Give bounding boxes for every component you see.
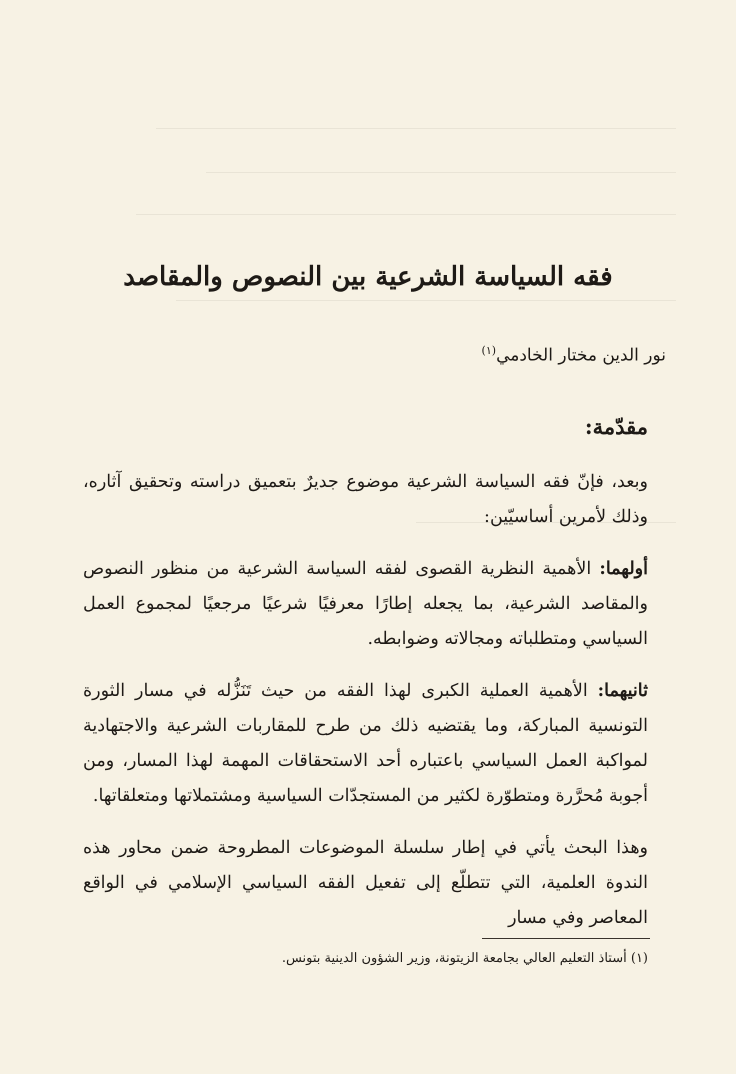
paragraph <box>83 674 648 814</box>
section-heading: مقدّمة: <box>584 414 648 439</box>
footnote: (١) أستاذ التعليم العالي بجامعة الزيتونة، وزير الشؤون الدينية بتونس. <box>281 951 648 966</box>
author-line <box>482 344 666 366</box>
footnote-marker: (١) <box>481 344 497 357</box>
body-text <box>83 465 648 953</box>
paragraph-lead: أولهما: <box>599 559 648 579</box>
paragraph-text: الأهمية العملية الكبرى لهذا الفقه من حيث تَنَزُّله في مسار الثورة التونسية المباركة، وما يقتضيه ذلك من طرح للمقاربات الشرعية والاجتهادية لمواكبة العمل السياسي باعتباره أحد الاستحقاقات المهمة لهذا المسار، ومن أجوبة مُحرَّرة ومتطوّرة لكثير من المستجدّات السياسية ومشتملاتها ومتعلقاتها. <box>83 681 648 806</box>
paragraph-text: الأهمية النظرية القصوى لفقه السياسة الشرعية من منظور النصوص والمقاصد الشرعية، بما يجعله إطارًا معرفيًا شرعيًا مرجعيًا لمجموع العمل السياسي ومتطلباته ومجالاته وضوابطه. <box>83 559 648 649</box>
paragraph-text: وهذا البحث يأتي في إطار سلسلة الموضوعات المطروحة ضمن محاور هذه الندوة العلمية، التي تتطلّع إلى تفعيل الفقه السياسي الإسلامي في الواقع المعاصر وفي مسار <box>83 838 648 928</box>
bleed-through-line <box>136 214 676 215</box>
paragraph-lead: ثانيهما: <box>597 681 648 701</box>
page-title: فقه السياسة الشرعية بين النصوص والمقاصد <box>123 262 613 292</box>
bleed-through-line <box>156 128 676 129</box>
footnote-divider <box>482 938 650 939</box>
bleed-through-line <box>206 172 676 173</box>
paragraph <box>83 831 648 936</box>
paragraph <box>83 552 648 657</box>
bleed-through-line <box>176 300 676 301</box>
paragraph-text: وبعد، فإنّ فقه السياسة الشرعية موضوع جديرٌ بتعميق دراسته وتحقيق آثاره، وذلك لأمرين أساسيّين: <box>83 472 648 527</box>
author-name: نور الدين مختار الخادمي <box>496 345 666 366</box>
paragraph <box>83 465 648 535</box>
